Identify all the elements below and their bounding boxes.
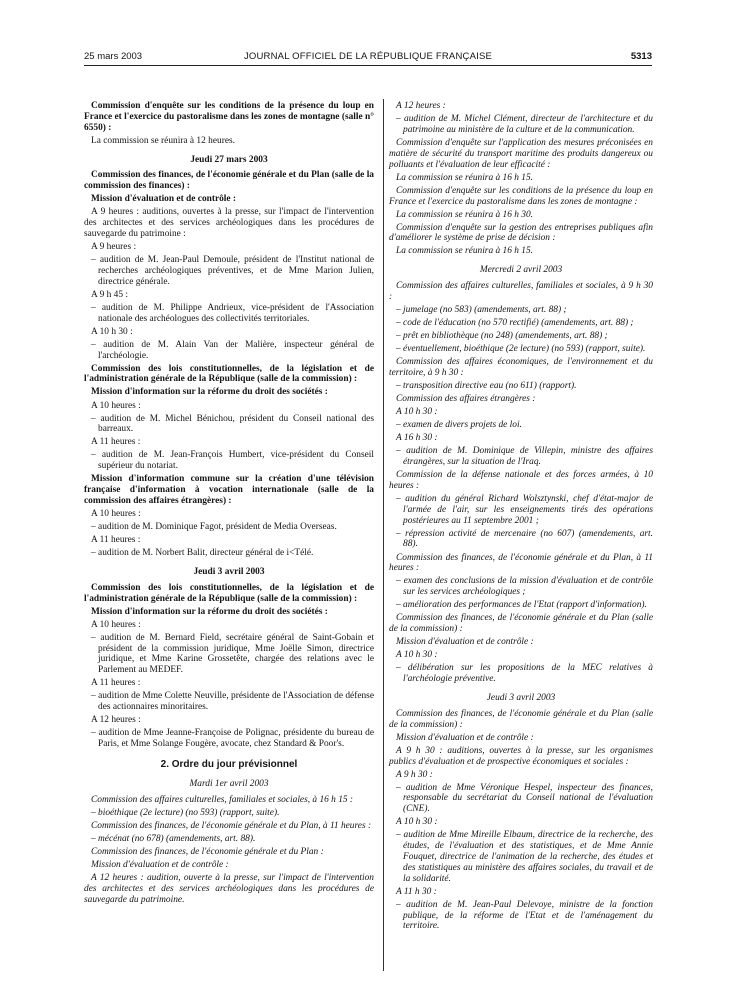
paragraph: Commission de la défense nationale et des forces armées, à 10 heures : — [389, 470, 653, 491]
agenda-item: – audition du général Richard Wolsztynski, chef d'état-major de l'armée de l'air, sur les enseignements tirés des opérations postérieures au 11 septembre 2001 ; — [396, 493, 653, 526]
committee-heading: Mission d'information commune sur la création d'une télévision française d'information à vocation internationale (salle de la commission des affaires étrangères) : — [84, 474, 374, 506]
agenda-item: – audition de M. Philippe Andrieux, vice-président de l'Association nationale des archéologues des collectivités territoriales. — [91, 302, 374, 324]
paragraph: Commission des affaires étrangères : — [396, 394, 536, 405]
agenda-item: – éventuellement, bioéthique (2e lecture) (no 593) (rapport, suite). — [396, 344, 646, 355]
agenda-item: – audition de M. Michel Bénichou, président du Conseil national des barreaux. — [91, 413, 374, 435]
paragraph: La commission se réunira à 16 h 15. — [396, 246, 533, 257]
agenda-item: – audition de M. Dominique Fagot, président de Media Overseas. — [91, 522, 337, 533]
agenda-item: – jumelage (no 583) (amendements, art. 88) ; — [396, 305, 567, 315]
paragraph: Commission des affaires culturelles, familiales et sociales, à 16 h 15 : — [91, 794, 354, 805]
paragraph: Commission des affaires culturelles, familiales et sociales, à 9 h 30 : — [389, 281, 653, 302]
paragraph: A 10 h 30 : — [396, 817, 438, 828]
paragraph: Commission des affaires économiques, de l'environnement et du territoire, à 9 h 30 : — [389, 357, 653, 378]
agenda-item: – mécénat (no 678) (amendements, art. 88). — [91, 833, 256, 844]
paragraph: A 11 heures : — [91, 678, 141, 689]
paragraph: Commission d'enquête sur l'application des mesures préconisées en matière de sécurité du transport maritime des produits dangereux ou polluants et l'évaluation de leur efficacité : — [389, 137, 653, 170]
paragraph: La commission se réunira à 16 h 15. — [396, 172, 533, 183]
left-column — [84, 101, 374, 908]
paragraph: Commission des finances, de l'économie générale et du Plan, à 11 heures : — [389, 552, 653, 574]
agenda-item: – répression activité de mercenaire (no 607) (amendements, art. 88). — [396, 528, 653, 550]
agenda-item: – audition de M. Michel Clément, directeur de l'architecture et du patrimoine au ministère de la culture et de la communication. — [396, 114, 653, 135]
agenda-item: – code de l'éducation (no 570 rectifié) (amendements, art. 88) ; — [396, 318, 634, 329]
committee-heading: Commission des lois constitutionnelles, de la législation et de l'administration générale de la République (salle de la commission) : — [84, 363, 374, 385]
paragraph: Commission des finances, de l'économie générale et du Plan (salle de la commission) : — [389, 708, 653, 730]
committee-heading: Mission d'information sur la réforme du droit des sociétés : — [91, 606, 328, 617]
paragraph: Commission d'enquête sur la gestion des entreprises publiques afin d'améliorer le système de prise de décision : — [389, 222, 653, 244]
date-heading: Jeudi 3 avril 2003 — [193, 566, 265, 577]
agenda-item: – audition de M. Jean-François Humbert, vice-président du Conseil supérieur du notariat. — [91, 450, 374, 472]
paragraph: A 10 h 30 : — [396, 407, 438, 418]
journal-title: JOURNAL OFFICIEL DE LA RÉPUBLIQUE FRANÇAISE — [243, 51, 493, 62]
committee-heading: Commission des lois constitutionnelles, de la législation et de l'administration générale de la République (salle de la commission) : — [84, 582, 374, 604]
date-heading: Jeudi 3 avril 2003 — [486, 692, 556, 703]
paragraph: Mission d'évaluation et de contrôle : — [396, 732, 534, 743]
agenda-item: – audition de M. Alain Van der Malière, inspecteur général de l'archéologie. — [91, 339, 374, 361]
paragraph: A 11 heures : — [91, 535, 141, 546]
paragraph: A 12 heures : — [91, 715, 141, 726]
date-heading: Jeudi 27 mars 2003 — [190, 154, 268, 165]
paragraph: Commission des finances, de l'économie générale et du Plan, à 11 heures : — [91, 820, 372, 831]
agenda-item: – audition de M. Jean-Paul Demoule, président de l'Institut national de recherches archéologiques préventives, et de Mme Marion Julien, directrice générale. — [91, 255, 374, 287]
paragraph: A 12 heures : — [396, 101, 446, 111]
agenda-item: – bioéthique (2e lecture) (no 593) (rapport, suite). — [91, 807, 280, 818]
page-header — [84, 51, 652, 65]
paragraph: Commission des finances, de l'économie générale et du Plan (salle de la commission) : — [389, 613, 653, 635]
paragraph: A 9 heures : auditions, ouvertes à la presse, sur l'impact de l'intervention des architectes et des services archéologiques dans les procédures de sauvegarde du patrimoine : — [84, 207, 374, 239]
date-heading: Mardi 1er avril 2003 — [189, 778, 269, 789]
paragraph: A 9 h 30 : auditions, ouvertes à la presse, sur les organismes publics d'évaluation et de prospective économiques et sociales : — [389, 745, 653, 767]
agenda-item: – audition de M. Jean-Paul Delevoye, ministre de la fonction publique, de la réforme de l'Etat et de l'aménagement du territoire. — [396, 899, 653, 932]
paragraph: La commission se réunira à 16 h 30. — [396, 209, 533, 220]
paragraph: Mission d'évaluation et de contrôle : — [396, 637, 534, 648]
header-rule — [84, 65, 652, 66]
agenda-item: – audition de Mme Véronique Hespel, inspecteur des finances, responsable du secrétariat du Conseil national de l'évaluation (CNE). — [396, 782, 653, 815]
paragraph: A 10 heures : — [91, 619, 141, 630]
agenda-item: – audition de Mme Mireille Elbaum, directrice de la recherche, des études, de l'évaluation et des statistiques, et de Mme Annie Fouquet, directrice de l'animation de la recherche, des études et des statistiques au ministère des affaires sociales, du travail et de la solidarité. — [396, 830, 653, 884]
agenda-item: – examen de divers projets de loi. — [396, 420, 522, 431]
agenda-item: – audition de M. Dominique de Villepin, ministre des affaires étrangères, sur la situation de l'Iraq. — [396, 446, 653, 467]
paragraph: A 9 h 45 : — [91, 289, 128, 300]
paragraph: A 10 heures : — [91, 400, 141, 411]
paragraph: A 11 h 30 : — [396, 886, 437, 897]
agenda-item: – transposition directive eau (no 611) (rapport). — [396, 381, 577, 391]
agenda-item: – prêt en bibliothèque (no 248) (amendements, art. 88) ; — [396, 331, 608, 342]
paragraph: Commission des finances, de l'économie générale et du Plan : — [91, 846, 324, 857]
paragraph: A 11 heures : — [91, 437, 141, 448]
paragraph: Commission d'enquête sur les conditions de la présence du loup en France et l'exercice du pastoralisme dans les zones de montagne : — [389, 185, 653, 207]
agenda-item: – audition de Mme Colette Neuville, présidente de l'Association de défense des actionnaires minoritaires. — [91, 691, 374, 713]
paragraph: A 12 heures : audition, ouverte à la presse, sur l'impact de l'intervention des architectes et des services archéologiques dans les procédures de sauvegarde du patrimoine. — [84, 872, 374, 905]
date-heading: Mercredi 2 avril 2003 — [479, 265, 563, 276]
paragraph: A 10 h 30 : — [91, 326, 133, 337]
section-heading: 2. Ordre du jour prévisionnel — [160, 758, 298, 770]
right-column — [389, 101, 653, 934]
paragraph: A 9 h 30 : — [396, 769, 433, 780]
issue-date: 25 mars 2003 — [84, 51, 143, 62]
committee-heading: Commission des finances, de l'économie générale et du Plan (salle de la commission des finances) : — [84, 170, 374, 192]
paragraph: A 16 h 30 : — [396, 433, 438, 444]
committee-heading: Mission d'évaluation et de contrôle : — [91, 194, 237, 205]
paragraph: La commission se réunira à 12 heures. — [91, 135, 235, 146]
committee-heading: Commission d'enquête sur les conditions de la présence du loup en France et l'exercice du pastoralisme dans les zones de montagne (salle n° 6550) : — [84, 101, 374, 133]
agenda-item: – examen des conclusions de la mission d'évaluation et de contrôle sur les services archéologiques ; — [396, 576, 653, 598]
committee-heading: Mission d'information sur la réforme du droit des sociétés : — [91, 387, 328, 398]
paragraph: Mission d'évaluation et de contrôle : — [91, 859, 229, 870]
paragraph: A 10 h 30 : — [396, 650, 438, 661]
agenda-item: – audition de M. Bernard Field, secrétaire général de Saint-Gobain et président de la commission juridique, Mme Joëlle Simon, directrice juridique, et Mme Karine Grossetête, chargée des relations avec le Parlement au MEDEF. — [91, 632, 374, 676]
column-divider — [383, 99, 384, 971]
agenda-item: – délibération sur les propositions de la MEC relatives à l'archéologie préventive. — [396, 663, 653, 685]
paragraph: A 9 heures : — [91, 242, 137, 253]
agenda-item: – amélioration des performances de l'Etat (rapport d'information). — [396, 600, 647, 611]
page-number: 5313 — [630, 51, 652, 62]
agenda-item: – audition de M. Norbert Balit, directeur général de i<Télé. — [91, 548, 314, 559]
agenda-item: – audition de Mme Jeanne-Françoise de Polignac, présidente du bureau de Paris, et Mme Solange Fougère, avocate, chez Standard & Poor's. — [91, 728, 374, 750]
paragraph: A 10 heures : — [91, 509, 141, 520]
